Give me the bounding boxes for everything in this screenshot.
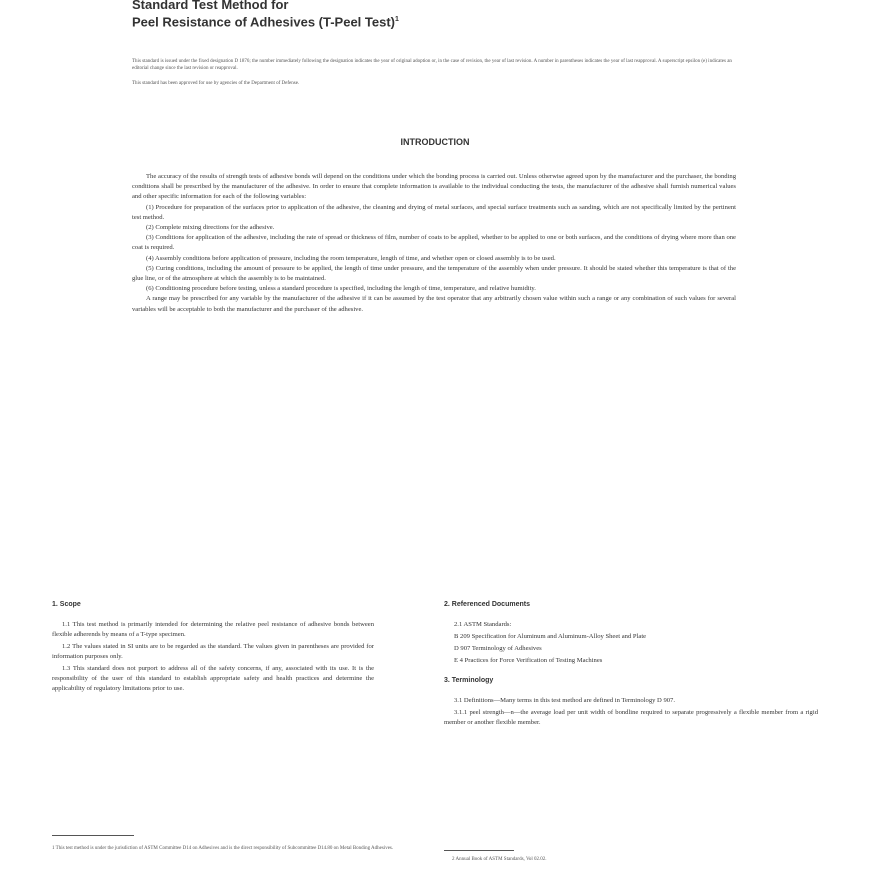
referenced-documents-heading: 2. Referenced Documents	[444, 601, 530, 608]
reference-item: E 4 Practices for Force Verification of Testing Machines	[454, 657, 603, 664]
reference-item: D 907 Terminology of Adhesives	[454, 645, 542, 652]
scope-paragraph: 1.3 This standard does not purport to address all of the safety concerns, if any, associated with its use. It is the responsibility of the user of this standard to establish appropriate safety and health practices and determine the applicability of regulatory limitations prior to use.	[52, 665, 374, 692]
intro-paragraph: (1) Procedure for preparation of the surfaces prior to application of the adhesive, the cleaning and drying of metal surfaces, and special surface treatments such as sanding, which are not specifically limited by the pertinent test method.	[132, 203, 736, 221]
introduction-heading: INTRODUCTION	[400, 137, 470, 147]
reference-item: B 209 Specification for Aluminum and Aluminum-Alloy Sheet and Plate	[454, 633, 647, 640]
title-line-1: Standard Test Method for	[132, 0, 289, 12]
left-column	[52, 600, 374, 696]
intro-paragraph: (4) Assembly conditions before application of pressure, including the room temperature, length of time, and whether open or closed assembly is to be used.	[146, 254, 556, 262]
footnote-right: 2 Annual Book of ASTM Standards, Vol 02.02.	[452, 857, 547, 862]
intro-paragraph: (3) Conditions for application of the adhesive, including the rate of spread or thickness of film, number of coats to be applied, whether to be applied to one or both surfaces, and the conditions of drying where more than one coat is required.	[132, 234, 736, 252]
intro-paragraph: A range may be prescribed for any variable by the manufacturer of the adhesive if it can be assumed by the test operator that any arbitrarily chosen value within such a range or any combination of such values for several variables will be acceptable to both the manufacturer and the purchaser of the adhesive.	[132, 295, 736, 313]
footnote-divider-left	[52, 835, 134, 836]
document-title	[132, 0, 732, 29]
standard-notice	[132, 58, 732, 95]
intro-paragraph: (5) Curing conditions, including the amount of pressure to be applied, the length of time under pressure, and the temperature of the assembly when under pressure. It should be stated whether this temperature is that of the glue line, or of the atmosphere at which the assembly is to be maintained.	[132, 264, 736, 283]
title-line-2-text: Peel Resistance of Adhesives (T-Peel Test)	[132, 14, 395, 30]
right-column	[444, 600, 818, 730]
intro-paragraph: (2) Complete mixing directions for the adhesive.	[146, 224, 275, 232]
title-line-2	[132, 12, 732, 29]
title-footnote-mark: 1	[395, 16, 399, 23]
footnote-divider-right	[444, 850, 514, 851]
reference-item: 2.1 ASTM Standards:	[454, 621, 512, 628]
introduction-body	[132, 172, 736, 315]
notice-approval: This standard has been approved for use by agencies of the Department of Defense.	[132, 81, 300, 86]
terminology-paragraph: 3.1.1 peel strength—n—the average load per unit width of bondline required to separate progressively a flexible member from a rigid member or another flexible member.	[444, 709, 818, 726]
scope-heading: 1. Scope	[52, 601, 81, 608]
terminology-paragraph: 3.1 Definitions—Many terms in this test method are defined in Terminology D 907.	[454, 697, 676, 704]
intro-paragraph: The accuracy of the results of strength tests of adhesive bonds will depend on the conditions under which the bonding process is carried out. Unless otherwise agreed upon by the manufacturer and the purchaser, the bonding conditions shall be prescribed by the manufacturer of the adhesive. In order to ensure that complete information is available to the individual conducting the tests, the manufacturer of the adhesive shall furnish numerical values and other specific information for each of the following variables:	[132, 173, 736, 201]
notice-designation: This standard is issued under the fixed designation D 1876; the number immediately following the designation indicates the year of original adoption or, in the case of revision, the year of last revision. A number in parentheses indicates the year of last reapproval. A superscript epsilon (e) indicates an editorial change since the last revision or reapproval.	[132, 59, 732, 71]
referenced-documents-list	[444, 620, 818, 666]
terminology-heading: 3. Terminology	[444, 677, 494, 684]
scope-paragraph: 1.2 The values stated in SI units are to be regarded as the standard. The values given in parentheses are provided for information purposes only.	[52, 643, 374, 660]
intro-paragraph: (6) Conditioning procedure before testing, unless a standard procedure is specified, including the length of time, temperature, and relative humidity.	[146, 285, 536, 293]
footnote-left: 1 This test method is under the jurisdiction of ASTM Committee D14 on Adhesives and is the direct responsibility of Subcommittee D14.80 on Metal Bonding Adhesives.	[52, 846, 394, 851]
scope-paragraph: 1.1 This test method is primarily intended for determining the relative peel resistance of adhesive bonds between flexible adherends by means of a T-type specimen.	[52, 621, 374, 638]
